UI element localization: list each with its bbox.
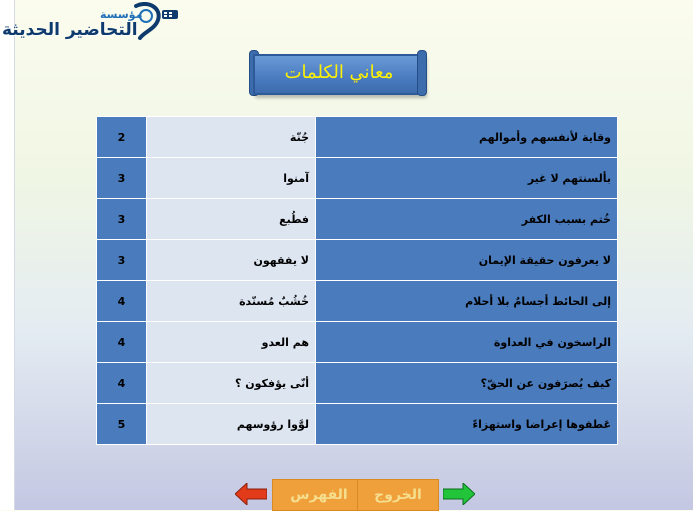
word-cell: آمنوا [147, 158, 316, 199]
back-arrow-icon[interactable] [235, 483, 267, 505]
verse-number: 2 [97, 117, 147, 158]
meaning-cell: بألسنتهم لا غير [316, 158, 618, 199]
brand-small-text: مؤسسة [100, 8, 143, 21]
word-cell: جُنّة [147, 117, 316, 158]
table-row [97, 363, 618, 404]
table-row [97, 117, 618, 158]
title-banner [249, 50, 427, 96]
table-row [97, 240, 618, 281]
table-row [97, 281, 618, 322]
meaning-cell: خُتم بسبب الكفر [316, 199, 618, 240]
next-arrow-icon[interactable] [443, 483, 475, 505]
table-row [97, 199, 618, 240]
verse-number: 4 [97, 322, 147, 363]
meaning-cell: عَطفوها إعراضا واستهزاءً [316, 404, 618, 445]
word-meanings-table [96, 116, 618, 445]
exit-button[interactable]: الخروج [357, 479, 439, 511]
word-cell: أنّى يؤفكون ؟ [147, 363, 316, 404]
verse-number: 3 [97, 199, 147, 240]
word-cell: خُشُبٌ مُسنّدة [147, 281, 316, 322]
brand-logo [0, 2, 185, 44]
verse-number: 3 [97, 240, 147, 281]
meaning-cell: لا يعرفون حقيقة الإيمان [316, 240, 618, 281]
meaning-cell: وقاية لأنفسهم وأموالهم [316, 117, 618, 158]
verse-number: 4 [97, 363, 147, 404]
meaning-cell: الراسخون في العداوة [316, 322, 618, 363]
table-row [97, 404, 618, 445]
meaning-cell: كيف يُصرَفون عن الحقّ؟ [316, 363, 618, 404]
verse-number: 5 [97, 404, 147, 445]
table-row [97, 158, 618, 199]
brand-name: التحاضير الحديثة [2, 20, 138, 40]
verse-number: 4 [97, 281, 147, 322]
page-title: معاني الكلمات [284, 62, 394, 83]
word-cell: لوَّوا رؤوسهم [147, 404, 316, 445]
table-row [97, 322, 618, 363]
word-cell: فطُبع [147, 199, 316, 240]
meaning-cell: إلى الحائط أجسامٌ بلا أحلام [316, 281, 618, 322]
left-border [0, 0, 15, 510]
word-cell: لا يفقهون [147, 240, 316, 281]
verse-number: 3 [97, 158, 147, 199]
word-cell: هم العدو [147, 322, 316, 363]
index-button[interactable]: الفهرس [272, 479, 366, 511]
